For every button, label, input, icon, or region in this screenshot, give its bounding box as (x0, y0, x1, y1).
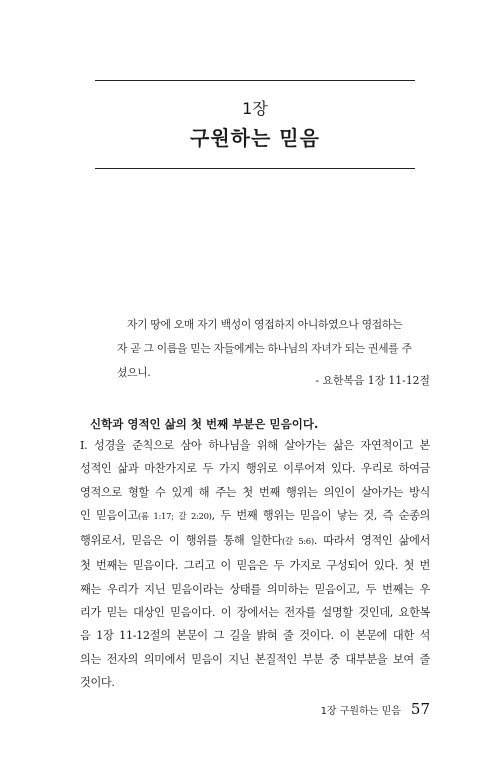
body-line: 째는 우리가 지닌 믿음이라는 상태를 의미하는 믿음이고, 두 번째는 우 (80, 582, 430, 596)
epigraph-line: 자기 땅에 오매 자기 백성이 영접하지 아니하였으나 영접하는 (127, 318, 403, 331)
section-heading: 신학과 영적인 삶의 첫 번째 부분은 믿음이다. (90, 417, 319, 431)
scripture-reference: (갈 5:6) (281, 537, 314, 548)
scripture-reference: (롬 1:17; 갈 2:20) (137, 511, 212, 522)
body-line: 영적으로 형할 수 있게 해 주는 첫 번째 행위는 의인이 살아가는 방식 (80, 485, 430, 499)
body-line: 성적인 삶과 마찬가지로 두 가지 행위로 이루어져 있다. 우리로 하여금 (80, 462, 430, 476)
running-head: 1장 구원하는 믿음 (320, 706, 401, 717)
body-line: 것이다. (80, 675, 115, 689)
body-line (80, 529, 430, 554)
epigraph-line: 셨으니. (117, 366, 151, 379)
body-text-run: . 따라서 영적인 삶에서 (313, 534, 430, 548)
page-footer (321, 700, 430, 718)
chapter-top-rule (95, 80, 415, 81)
body-text-run: 인 믿음이고 (80, 508, 138, 522)
chapter-number: 1장 (242, 99, 268, 118)
epigraph-line: 자 곧 그 이름을 믿는 자들에게는 하나님의 자녀가 되는 권세를 주 (117, 342, 412, 355)
body-line: 리가 믿는 대상인 믿음이다. 이 장에서는 전자를 설명할 것인데, 요한복 (80, 606, 430, 620)
chapter-title: 구원하는 믿음 (190, 126, 320, 150)
body-line: I. 성경을 준칙으로 삼아 하나님을 위해 살아가는 삶은 자연적이고 본 (80, 439, 430, 452)
body-line: 의는 전자의 의미에서 믿음이 지닌 본질적인 부분 중 대부분을 보여 줄 (80, 652, 430, 666)
body-text-run: 행위로서, 믿음은 이 행위를 통해 일한다 (80, 534, 282, 548)
body-paragraph (80, 434, 430, 694)
body-text-run: , 두 번째 행위는 믿음이 낳는 것, 즉 순종의 (211, 508, 430, 522)
body-line: 첫 번째는 믿음이다. 그리고 이 믿음은 두 가지로 구성되어 있다. 첫 번 (80, 559, 430, 573)
epigraph-citation: - 요한복음 1장 11-12절 (315, 374, 430, 387)
page-number: 57 (410, 700, 430, 718)
body-line (80, 504, 430, 529)
chapter-bottom-rule (95, 168, 415, 169)
body-line: 음 1장 11-12절의 본문이 그 길을 밝혀 줄 것이다. 이 본문에 대한 석 (80, 629, 430, 643)
